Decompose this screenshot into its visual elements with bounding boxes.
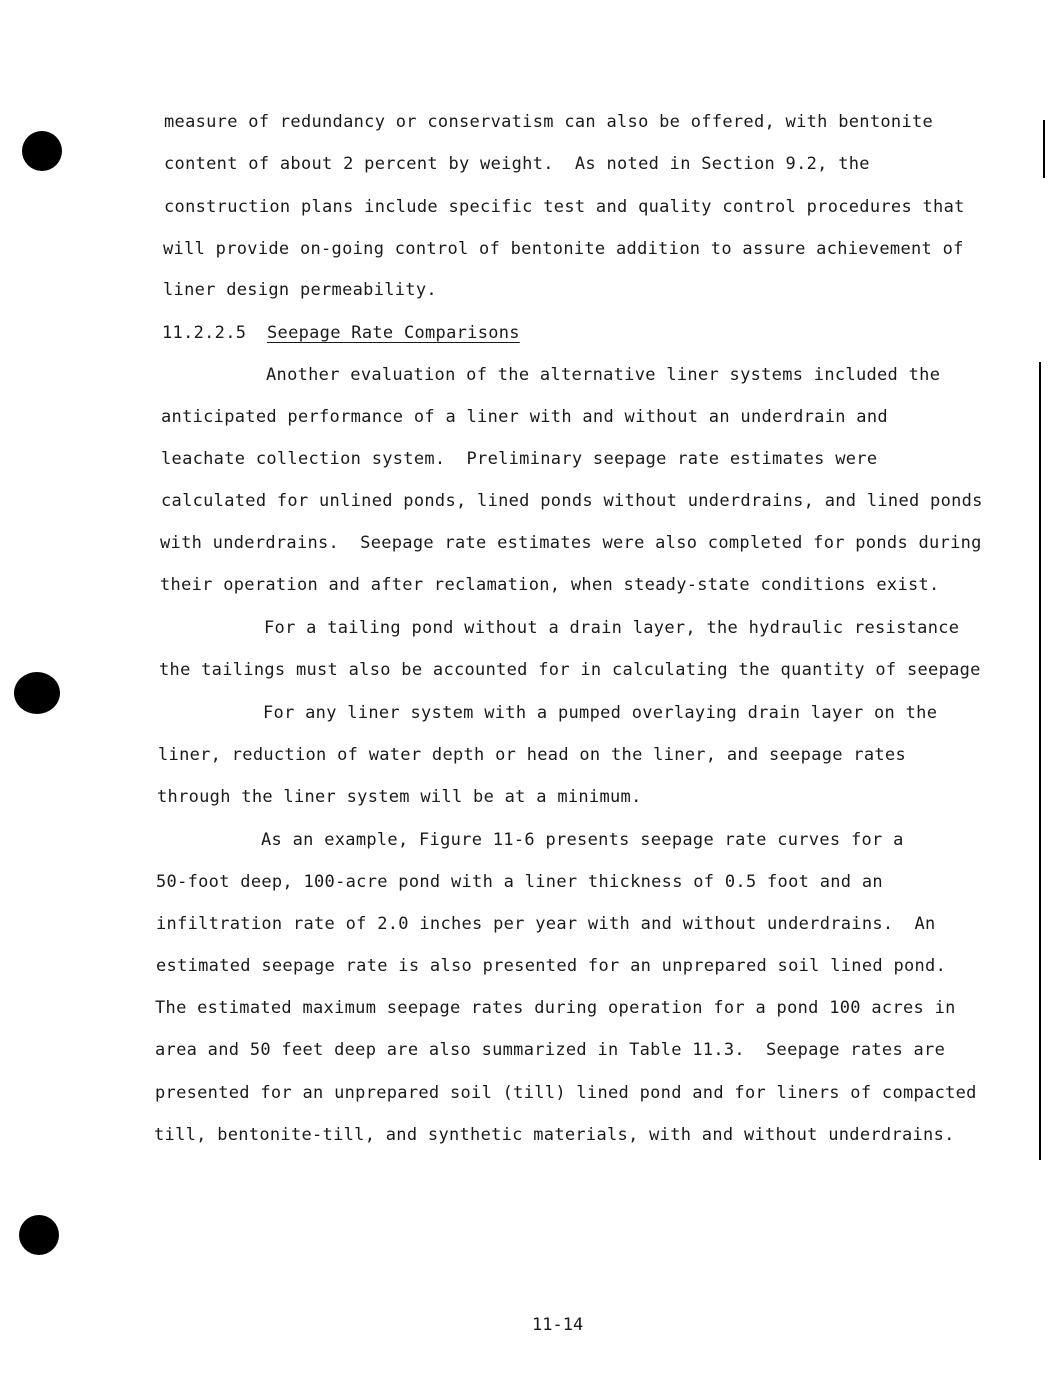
text-line: measure of redundancy or conservatism can also be offered, with bentonite <box>164 112 934 132</box>
text-line: The estimated maximum seepage rates during operation for a pond 100 acres in <box>155 998 956 1018</box>
text-line: till, bentonite-till, and synthetic materials, with and without underdrains. <box>154 1125 955 1145</box>
text-line: presented for an unprepared soil (till) lined pond and for liners of compacted <box>155 1083 977 1103</box>
text-line: will provide on-going control of bentonite addition to assure achievement of <box>163 239 964 259</box>
text-line: with underdrains. Seepage rate estimates were also completed for ponds during <box>160 533 982 553</box>
text-line: area and 50 feet deep are also summarized in Table 11.3. Seepage rates are <box>155 1040 946 1060</box>
text-line: leachate collection system. Preliminary seepage rate estimates were <box>161 449 878 469</box>
punch-hole-top <box>22 131 62 171</box>
section-number: 11.2.2.5 <box>162 323 247 343</box>
text-line: As an example, Figure 11-6 presents seepage rate curves for a <box>261 830 904 850</box>
text-line: For a tailing pond without a drain layer, the hydraulic resistance <box>264 618 960 638</box>
punch-hole-bottom <box>19 1215 59 1255</box>
section-title: Seepage Rate Comparisons <box>267 323 520 343</box>
text-line: infiltration rate of 2.0 inches per year with and without underdrains. An <box>156 914 936 934</box>
text-line: Another evaluation of the alternative liner systems included the <box>266 365 941 385</box>
change-bar-main <box>1039 362 1041 1160</box>
change-bar-top <box>1043 120 1045 178</box>
text-line: For any liner system with a pumped overlaying drain layer on the <box>263 703 938 723</box>
text-line: liner design permeability. <box>163 280 437 300</box>
text-line: estimated seepage rate is also presented for an unprepared soil lined pond. <box>156 956 947 976</box>
text-line: calculated for unlined ponds, lined ponds without underdrains, and lined ponds <box>161 491 983 511</box>
punch-hole-middle <box>14 672 60 714</box>
text-line: anticipated performance of a liner with and without an underdrain and <box>161 407 888 427</box>
text-line: through the liner system will be at a minimum. <box>157 787 642 807</box>
text-line: content of about 2 percent by weight. As noted in Section 9.2, the <box>164 154 870 174</box>
text-line: their operation and after reclamation, when steady-state conditions exist. <box>160 575 940 595</box>
text-line: 50-foot deep, 100-acre pond with a liner thickness of 0.5 foot and an <box>156 872 883 892</box>
text-line: construction plans include specific test and quality control procedures that <box>164 197 965 217</box>
page-number: 11-14 <box>532 1315 584 1335</box>
text-line: liner, reduction of water depth or head on the liner, and seepage rates <box>158 745 906 765</box>
text-line: the tailings must also be accounted for in calculating the quantity of seepage <box>159 660 981 680</box>
